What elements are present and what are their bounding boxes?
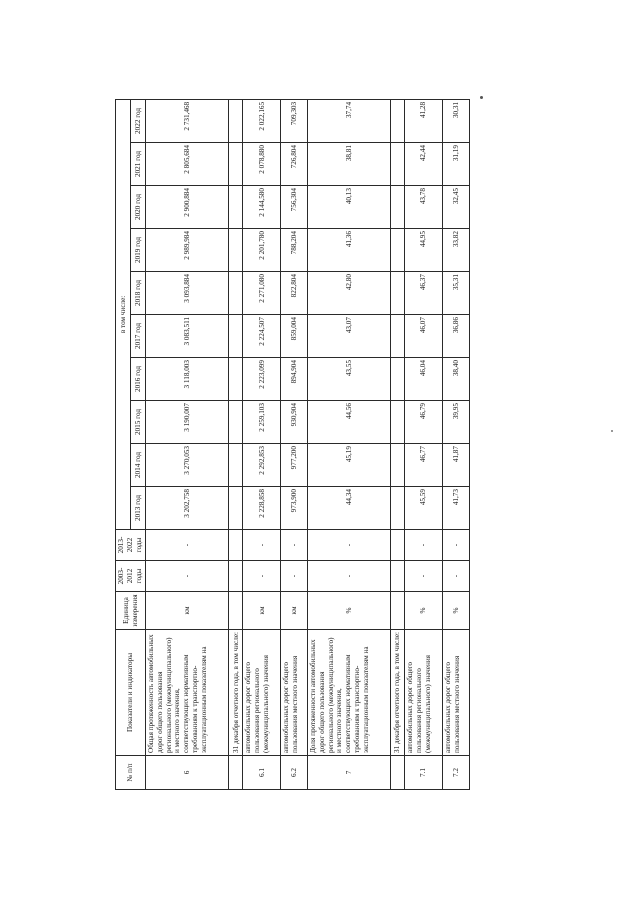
header-year: 2022 год xyxy=(131,99,146,142)
row-value: 33,82 xyxy=(443,229,470,272)
row-period-2013-2022: - xyxy=(443,530,470,561)
row-value: 709,303 xyxy=(281,99,308,142)
empty-cell xyxy=(229,315,243,358)
header-period-2003-2012: 2003-2012 годы xyxy=(116,561,146,592)
row-value: 977,200 xyxy=(281,444,308,487)
empty-cell xyxy=(229,358,243,401)
row-unit: % xyxy=(405,592,443,630)
row-value: 930,904 xyxy=(281,401,308,444)
row-value: 41,28 xyxy=(405,99,443,142)
table-row xyxy=(307,99,390,789)
empty-cell xyxy=(229,186,243,229)
table-subheading-row xyxy=(229,99,243,789)
row-value: 2 144,580 xyxy=(243,186,281,229)
row-value: 3 083,511 xyxy=(146,315,229,358)
row-subheading: 31 декабря отчетного года, в том числе: xyxy=(391,630,405,756)
row-value: 41,36 xyxy=(307,229,390,272)
header-year: 2019 год xyxy=(131,229,146,272)
empty-cell xyxy=(391,401,405,444)
row-indicator: автомобильных дорог общего пользования местного значения xyxy=(443,630,470,756)
row-period-2003-2012: - xyxy=(281,561,308,592)
row-value: 38,81 xyxy=(307,143,390,186)
header-number: № п/п xyxy=(116,756,146,790)
empty-cell xyxy=(229,592,243,630)
row-value: 2 223,099 xyxy=(243,358,281,401)
row-period-2003-2012: - xyxy=(443,561,470,592)
row-indicator: Доля протяженности автомобильных дорог общего пользования регионального (межмуниципального) и местного значения, соответствующих нормативным требованиям к транспортно-эксплуатационным показателям на xyxy=(307,630,390,756)
row-value: 726,804 xyxy=(281,143,308,186)
row-value: 44,56 xyxy=(307,401,390,444)
row-period-2003-2012: - xyxy=(405,561,443,592)
header-including: в том числе: xyxy=(116,99,131,529)
header-year: 2020 год xyxy=(131,186,146,229)
row-value: 2 022,165 xyxy=(243,99,281,142)
row-value: 35,31 xyxy=(443,272,470,315)
empty-cell xyxy=(229,530,243,561)
row-value: 44,95 xyxy=(405,229,443,272)
empty-cell xyxy=(391,444,405,487)
empty-cell xyxy=(229,99,243,142)
row-subheading: 31 декабря отчетного года, в том числе: xyxy=(229,630,243,756)
row-value: 38,40 xyxy=(443,358,470,401)
empty-cell xyxy=(391,561,405,592)
row-number: 7.2 xyxy=(443,756,470,790)
row-number: 7.1 xyxy=(405,756,443,790)
row-value: 46,79 xyxy=(405,401,443,444)
row-value: 2 731,468 xyxy=(146,99,229,142)
row-value: 2 201,780 xyxy=(243,229,281,272)
row-value: 45,19 xyxy=(307,444,390,487)
row-period-2003-2012: - xyxy=(146,561,229,592)
table-row xyxy=(443,99,470,789)
header-year: 2017 год xyxy=(131,315,146,358)
empty-cell xyxy=(391,530,405,561)
empty-cell xyxy=(229,561,243,592)
row-value: 2 259,103 xyxy=(243,401,281,444)
header-year: 2018 год xyxy=(131,272,146,315)
empty-cell xyxy=(391,186,405,229)
row-value: 45,59 xyxy=(405,487,443,530)
row-value: 2 989,984 xyxy=(146,229,229,272)
row-value: 973,900 xyxy=(281,487,308,530)
indicators-table xyxy=(115,99,470,790)
row-number: 7 xyxy=(307,756,390,790)
empty-cell xyxy=(229,401,243,444)
empty-cell xyxy=(229,487,243,530)
row-value: 41,73 xyxy=(443,487,470,530)
row-indicator: автомобильных дорог общего пользования местного значения xyxy=(281,630,308,756)
scan-speck xyxy=(611,430,613,432)
row-value: 46,77 xyxy=(405,444,443,487)
row-value: 3 202,758 xyxy=(146,487,229,530)
header-year: 2015 год xyxy=(131,401,146,444)
table-row xyxy=(146,99,229,789)
row-value: 46,37 xyxy=(405,272,443,315)
row-period-2003-2012: - xyxy=(243,561,281,592)
empty-cell xyxy=(391,487,405,530)
empty-cell xyxy=(229,272,243,315)
empty-cell xyxy=(391,229,405,272)
header-year: 2021 год xyxy=(131,143,146,186)
row-value: 31,19 xyxy=(443,143,470,186)
row-value: 2 271,080 xyxy=(243,272,281,315)
row-value: 36,86 xyxy=(443,315,470,358)
header-unit: Единица измерения xyxy=(116,592,146,630)
row-number: 6.1 xyxy=(243,756,281,790)
row-value: 42,80 xyxy=(307,272,390,315)
header-year: 2013 год xyxy=(131,487,146,530)
empty-cell xyxy=(391,272,405,315)
row-value: 46,07 xyxy=(405,315,443,358)
row-value: 43,55 xyxy=(307,358,390,401)
row-value: 39,95 xyxy=(443,401,470,444)
row-period-2013-2022: - xyxy=(281,530,308,561)
row-value: 788,204 xyxy=(281,229,308,272)
row-value: 2 228,858 xyxy=(243,487,281,530)
row-value: 822,804 xyxy=(281,272,308,315)
row-period-2013-2022: - xyxy=(146,530,229,561)
row-value: 3 270,053 xyxy=(146,444,229,487)
header-period-2013-2022: 2013-2022 годы xyxy=(116,530,146,561)
row-number: 6.2 xyxy=(281,756,308,790)
row-period-2003-2012: - xyxy=(307,561,390,592)
empty-cell xyxy=(391,756,405,790)
row-unit: км xyxy=(146,592,229,630)
row-value: 2 900,884 xyxy=(146,186,229,229)
row-period-2013-2022: - xyxy=(405,530,443,561)
row-period-2013-2022: - xyxy=(243,530,281,561)
header-year: 2016 год xyxy=(131,358,146,401)
row-unit: км xyxy=(281,592,308,630)
scan-speck xyxy=(480,96,483,99)
row-value: 3 118,003 xyxy=(146,358,229,401)
row-value: 42,44 xyxy=(405,143,443,186)
row-value: 2 224,507 xyxy=(243,315,281,358)
empty-cell xyxy=(229,143,243,186)
row-value: 43,07 xyxy=(307,315,390,358)
row-unit: % xyxy=(307,592,390,630)
empty-cell xyxy=(391,143,405,186)
rotated-page xyxy=(115,100,470,790)
empty-cell xyxy=(391,358,405,401)
row-value: 30,31 xyxy=(443,99,470,142)
row-value: 2 078,880 xyxy=(243,143,281,186)
row-unit: % xyxy=(443,592,470,630)
row-value: 859,004 xyxy=(281,315,308,358)
empty-cell xyxy=(391,99,405,142)
table-row xyxy=(281,99,308,789)
empty-cell xyxy=(229,444,243,487)
row-value: 3 190,007 xyxy=(146,401,229,444)
row-number: 6 xyxy=(146,756,229,790)
header-indicator: Показатели и индикаторы xyxy=(116,630,146,756)
empty-cell xyxy=(391,315,405,358)
empty-cell xyxy=(229,229,243,272)
row-value: 32,45 xyxy=(443,186,470,229)
row-value: 37,74 xyxy=(307,99,390,142)
table-subheading-row xyxy=(391,99,405,789)
row-value: 756,304 xyxy=(281,186,308,229)
row-value: 2 805,684 xyxy=(146,143,229,186)
row-indicator: автомобильных дорог общего пользования регионального (межмуниципального) значения xyxy=(405,630,443,756)
row-value: 46,04 xyxy=(405,358,443,401)
row-value: 44,34 xyxy=(307,487,390,530)
empty-cell xyxy=(391,592,405,630)
table-row xyxy=(243,99,281,789)
row-value: 2 292,853 xyxy=(243,444,281,487)
row-value: 43,78 xyxy=(405,186,443,229)
row-value: 41,87 xyxy=(443,444,470,487)
row-indicator: автомобильных дорог общего пользования регионального (межмуниципального) значения xyxy=(243,630,281,756)
row-value: 3 093,884 xyxy=(146,272,229,315)
row-indicator: Общая протяженность автомобильных дорог общего пользования регионального (межмуниципального) и местного значения, соответствующих нормативным требованиям к транспортно-эксплуатационным показателям на xyxy=(146,630,229,756)
row-value: 40,13 xyxy=(307,186,390,229)
row-value: 894,904 xyxy=(281,358,308,401)
table-row xyxy=(405,99,443,789)
row-unit: км xyxy=(243,592,281,630)
row-period-2013-2022: - xyxy=(307,530,390,561)
empty-cell xyxy=(229,756,243,790)
header-year: 2014 год xyxy=(131,444,146,487)
